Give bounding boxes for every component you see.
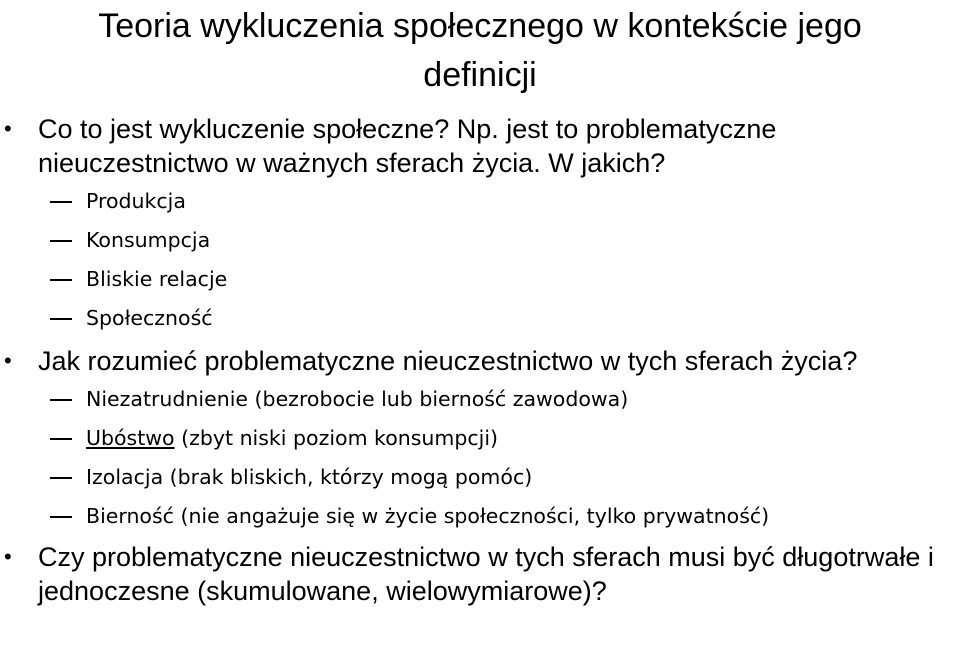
- dash-icon: [50, 201, 72, 203]
- subpoint-produkcja: [0, 182, 960, 221]
- subpoint-text: (zbyt niski poziom konsumpcji): [174, 426, 499, 450]
- bullet-icon: •: [4, 544, 12, 569]
- bullet-point-text: Czy problematyczne nieuczestnictwo w tych sferach musi być długotrwałe i jednoczesne (skumulowane, wielowymiarowe)?: [38, 542, 934, 606]
- subpoint-izolacja: [0, 458, 960, 497]
- subpoint-text: Izolacja (brak bliskich, którzy mogą pomóc): [86, 465, 533, 489]
- slide-title: Teoria wykluczenia społecznego w kontekście jego definicji: [98, 7, 862, 94]
- dash-icon: [50, 438, 72, 440]
- bullet-point-3: [0, 540, 960, 608]
- subpoint-konsumpcja: [0, 221, 960, 260]
- dash-icon: [50, 399, 72, 401]
- bullet-point-2: [0, 344, 960, 378]
- subpoint-bliskie-relacje: [0, 260, 960, 299]
- dash-icon: [50, 516, 72, 518]
- subpoint-text: Niezatrudnienie (bezrobocie lub bierność zawodowa): [86, 387, 629, 411]
- slide-content: [0, 112, 960, 608]
- dash-icon: [50, 318, 72, 320]
- dash-icon: [50, 240, 72, 242]
- bullet-icon: •: [4, 116, 12, 141]
- bullet-point-text: Co to jest wykluczenie społeczne? Np. jest to problematyczne nieuczestnictwo w ważnych sferach życia. W jakich?: [38, 114, 777, 178]
- subpoint-ubostwo: [0, 419, 960, 458]
- subpoint-underlined-text: Ubóstwo: [86, 426, 175, 450]
- subpoint-text: Społeczność: [86, 306, 213, 330]
- subpoint-text: Bierność (nie angażuje się w życie społeczności, tylko prywatność): [86, 504, 770, 528]
- subpoint-spolecznosc: [0, 299, 960, 338]
- subpoint-biernosc: [0, 497, 960, 536]
- dash-icon: [50, 279, 72, 281]
- subpoint-niezatrudnienie: [0, 380, 960, 419]
- subpoint-text: Produkcja: [86, 189, 186, 213]
- dash-icon: [50, 477, 72, 479]
- bullet-point-text: Jak rozumieć problematyczne nieuczestnictwo w tych sferach życia?: [38, 346, 858, 376]
- subpoint-text: Bliskie relacje: [86, 267, 228, 291]
- bullet-point-1: [0, 112, 960, 180]
- subpoint-text: Konsumpcja: [86, 228, 211, 252]
- bullet-icon: •: [4, 348, 12, 373]
